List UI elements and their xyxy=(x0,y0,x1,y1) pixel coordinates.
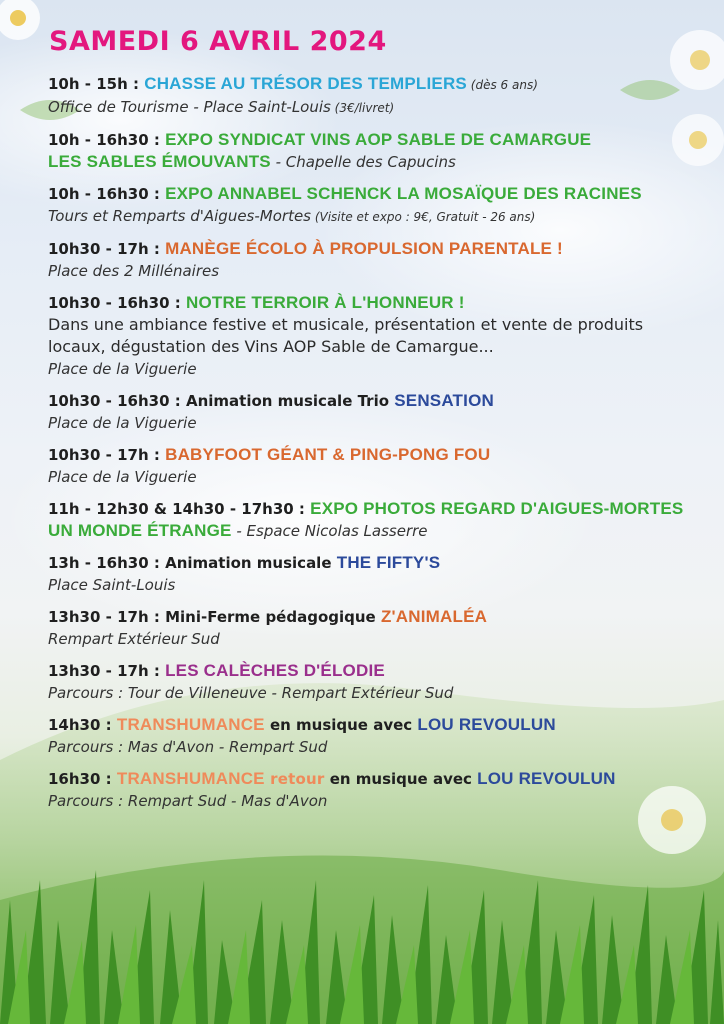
page-title: SAMEDI 6 AVRIL 2024 xyxy=(49,26,387,57)
event-item xyxy=(48,129,688,173)
event-time: 10h30 - 16h30 : xyxy=(48,392,186,410)
event-time: 13h30 - 17h : xyxy=(48,662,166,680)
event-label: en musique avec xyxy=(264,716,418,734)
event-name: LES CALÈCHES D'ÉLODIE xyxy=(165,661,385,680)
event-item xyxy=(48,292,688,380)
event-name: Z'ANIMALÉA xyxy=(380,607,488,626)
event-item xyxy=(48,768,688,812)
event-item xyxy=(48,444,688,488)
event-place: Tours et Remparts d'Aigues-Mortes xyxy=(48,207,311,225)
event-place: Parcours : Tour de Villeneuve - Rempart Extérieur Sud xyxy=(48,684,454,702)
event-time: 10h - 15h : xyxy=(48,75,145,93)
event-label: Animation musicale Trio xyxy=(185,392,395,410)
event-time: 16h30 : xyxy=(48,770,117,788)
event-time: 10h30 - 17h : xyxy=(48,446,166,464)
event-time: 10h30 - 17h : xyxy=(48,240,166,258)
event-name: EXPO PHOTOS REGARD D'AIGUES-MORTES xyxy=(310,499,684,518)
event-artist: LOU REVOULUN xyxy=(417,715,556,734)
event-time: 11h - 12h30 & 14h30 - 17h30 : xyxy=(48,500,311,518)
event-time: 14h30 : xyxy=(48,716,117,734)
event-name: EXPO SYNDICAT VINS AOP SABLE DE CAMARGUE xyxy=(165,130,592,149)
event-item xyxy=(48,660,688,704)
event-place: Place de la Viguerie xyxy=(48,360,197,378)
event-name-cont: UN MONDE ÉTRANGE xyxy=(48,521,232,540)
event-place: Parcours : Rempart Sud - Mas d'Avon xyxy=(48,792,328,810)
event-name-extra: retour xyxy=(264,770,325,788)
event-name: SENSATION xyxy=(394,391,494,410)
event-place: Parcours : Mas d'Avon - Rempart Sud xyxy=(48,738,328,756)
event-item xyxy=(48,390,688,434)
event-label: en musique avec xyxy=(324,770,478,788)
event-item xyxy=(48,238,688,282)
event-place: Place de la Viguerie xyxy=(48,468,197,486)
event-place: Place des 2 Millénaires xyxy=(48,262,220,280)
event-name: MANÈGE ÉCOLO À PROPULSION PARENTALE ! xyxy=(165,239,563,258)
event-label: Animation musicale xyxy=(165,554,337,572)
event-time: 10h - 16h30 : xyxy=(48,131,166,149)
event-note: (dès 6 ans) xyxy=(466,78,538,92)
event-time: 10h30 - 16h30 : xyxy=(48,294,186,312)
event-name-cont: LES SABLES ÉMOUVANTS xyxy=(48,152,271,171)
event-item xyxy=(48,714,688,758)
event-item xyxy=(48,552,688,596)
event-place: Place Saint-Louis xyxy=(48,576,176,594)
event-name: BABYFOOT GÉANT & PING-PONG FOU xyxy=(165,445,491,464)
event-place-note: (Visite et expo : 9€, Gratuit - 26 ans) xyxy=(311,210,536,224)
event-name: TRANSHUMANCE xyxy=(116,769,265,788)
event-item xyxy=(48,498,688,542)
event-time: 13h - 16h30 : xyxy=(48,554,166,572)
event-name: THE FIFTY'S xyxy=(336,553,441,572)
event-place: Rempart Extérieur Sud xyxy=(48,630,220,648)
event-name: NOTRE TERROIR À L'HONNEUR ! xyxy=(185,293,465,312)
event-place: - Chapelle des Capucins xyxy=(270,153,456,171)
event-name: CHASSE AU TRÉSOR DES TEMPLIERS xyxy=(144,74,467,93)
event-item xyxy=(48,606,688,650)
event-label: Mini-Ferme pédagogique xyxy=(165,608,381,626)
event-name: TRANSHUMANCE xyxy=(116,715,265,734)
event-place-note: (3€/livret) xyxy=(330,101,395,115)
program-content xyxy=(48,24,688,822)
event-time: 13h30 - 17h : xyxy=(48,608,166,626)
event-name: EXPO ANNABEL SCHENCK LA MOSAÏQUE DES RACINES xyxy=(165,184,642,203)
event-artist: LOU REVOULUN xyxy=(477,769,616,788)
event-place: - Espace Nicolas Lasserre xyxy=(231,522,428,540)
event-item xyxy=(48,73,688,119)
event-item xyxy=(48,183,688,228)
event-description: Dans une ambiance festive et musicale, présentation et vente de produits locaux, dégustation des Vins AOP Sable de Camargue... xyxy=(48,315,644,356)
event-place: Office de Tourisme - Place Saint-Louis xyxy=(48,98,331,116)
event-time: 10h - 16h30 : xyxy=(48,185,166,203)
event-place: Place de la Viguerie xyxy=(48,414,197,432)
